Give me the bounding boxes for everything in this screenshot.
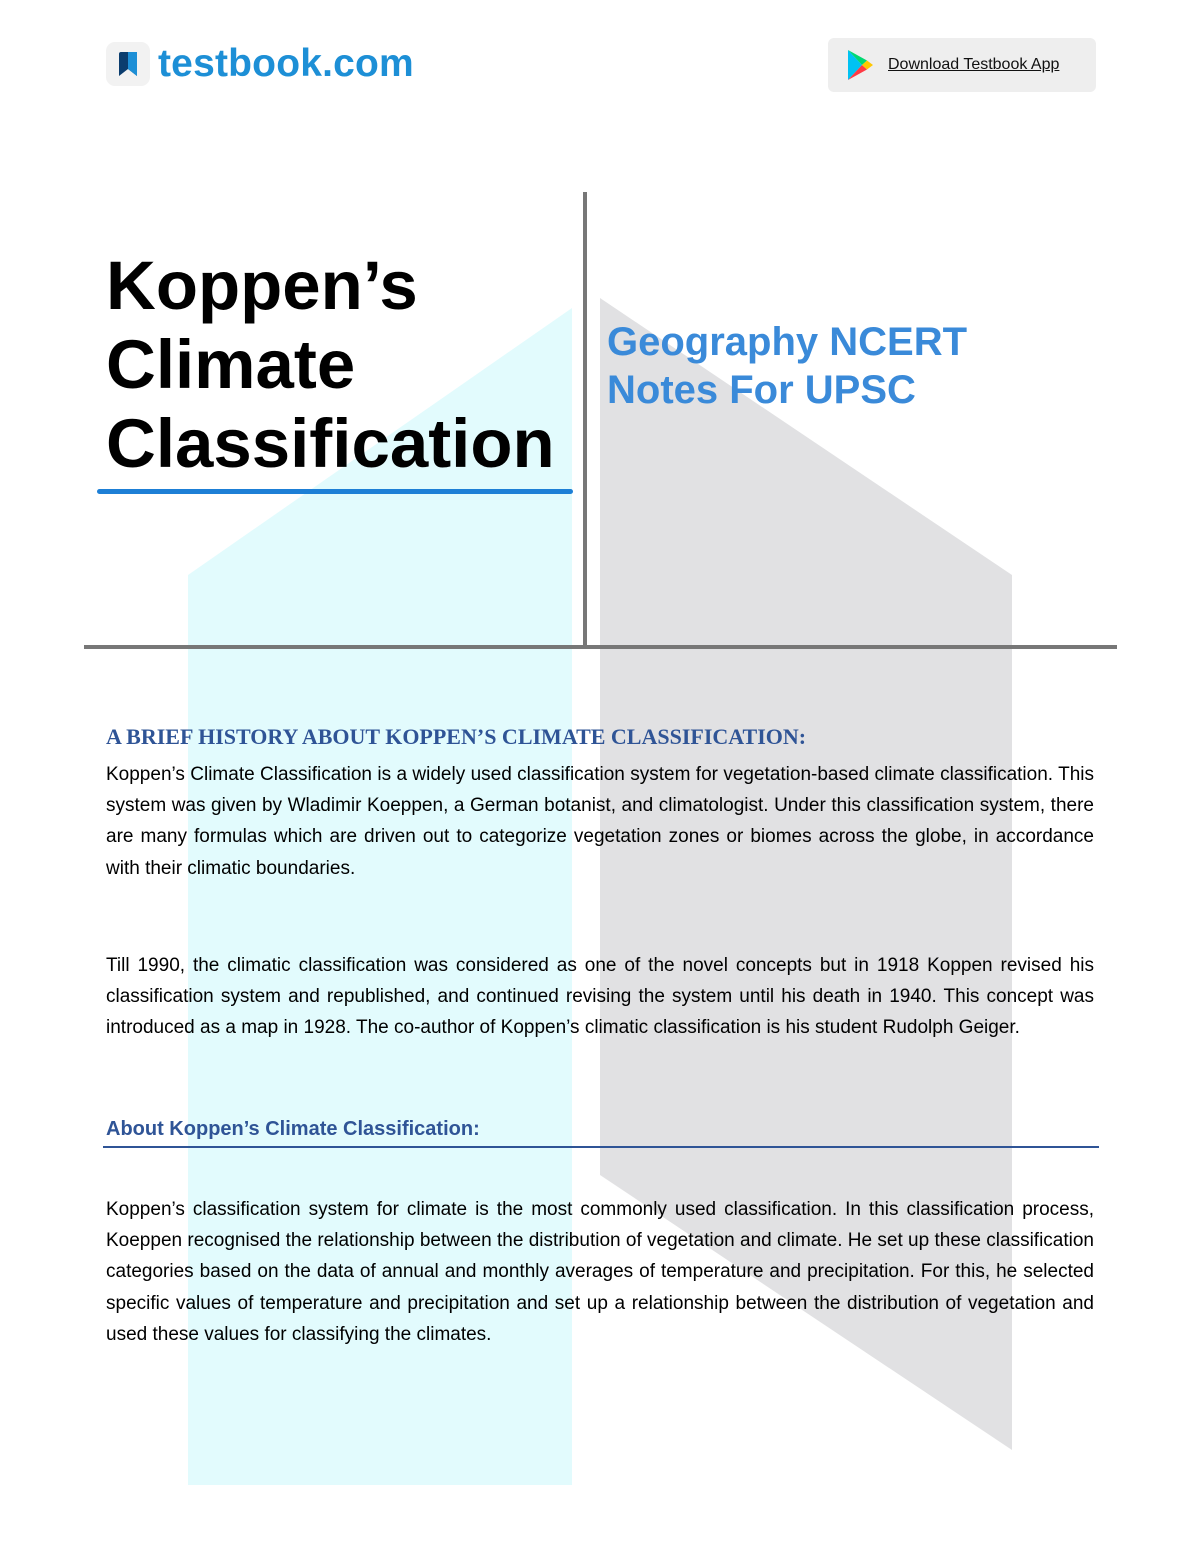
vertical-divider bbox=[583, 192, 587, 648]
download-app-button[interactable] bbox=[828, 38, 1096, 92]
logo-text: testbook.com bbox=[158, 42, 414, 85]
page-subtitle bbox=[607, 318, 1067, 414]
horizontal-divider bbox=[84, 645, 1117, 649]
history-paragraph-2: Till 1990, the climatic classification was considered as one of the novel concepts but in 1918 Koppen revised his classification system and republished, and continued revising the system until his death in 1940. This concept was introduced as a map in 1928. The co-author of Koppen’s climatic classification is his student Rudolph Geiger. bbox=[106, 955, 1094, 1039]
about-heading-rule bbox=[103, 1146, 1099, 1148]
about-heading: About Koppen’s Climate Classification: bbox=[106, 1118, 480, 1140]
testbook-logo[interactable] bbox=[106, 42, 414, 86]
subtitle-line: Geography NCERT bbox=[607, 320, 968, 364]
title-line: Koppen’s bbox=[106, 247, 418, 324]
history-paragraph-1: Koppen’s Climate Classification is a widely used classification system for vegetation-based climate classification. This system was given by Wladimir Koeppen, a German botanist, and climatologist. Under this classification system, there are many formulas which are driven out to categorize vegetation zones or biomes across the globe, in accordance with their climatic boundaries. bbox=[106, 764, 1094, 879]
title-line: Climate bbox=[106, 326, 356, 403]
testbook-bookmark-icon bbox=[106, 42, 150, 86]
history-heading: A BRIEF HISTORY ABOUT KOPPEN’S CLIMATE CLASSIFICATION: bbox=[106, 724, 807, 749]
google-play-icon bbox=[846, 49, 874, 81]
about-paragraph: Koppen’s classification system for climate is the most commonly used classification. In this classification process, Koeppen recognised the relationship between the distribution of vegetation and climate. He set up these classification categories based on the data of annual and monthly averages of temperature and precipitation. For this, he selected specific values of temperature and precipitation and set up a relationship between the distribution of vegetation and used these values for classifying the climates. bbox=[106, 1199, 1094, 1345]
download-app-label: Download Testbook App bbox=[888, 56, 1060, 73]
title-line: Classification bbox=[106, 405, 555, 482]
page-title bbox=[106, 246, 576, 483]
subtitle-line: Notes For UPSC bbox=[607, 368, 916, 412]
title-underline bbox=[97, 489, 573, 494]
